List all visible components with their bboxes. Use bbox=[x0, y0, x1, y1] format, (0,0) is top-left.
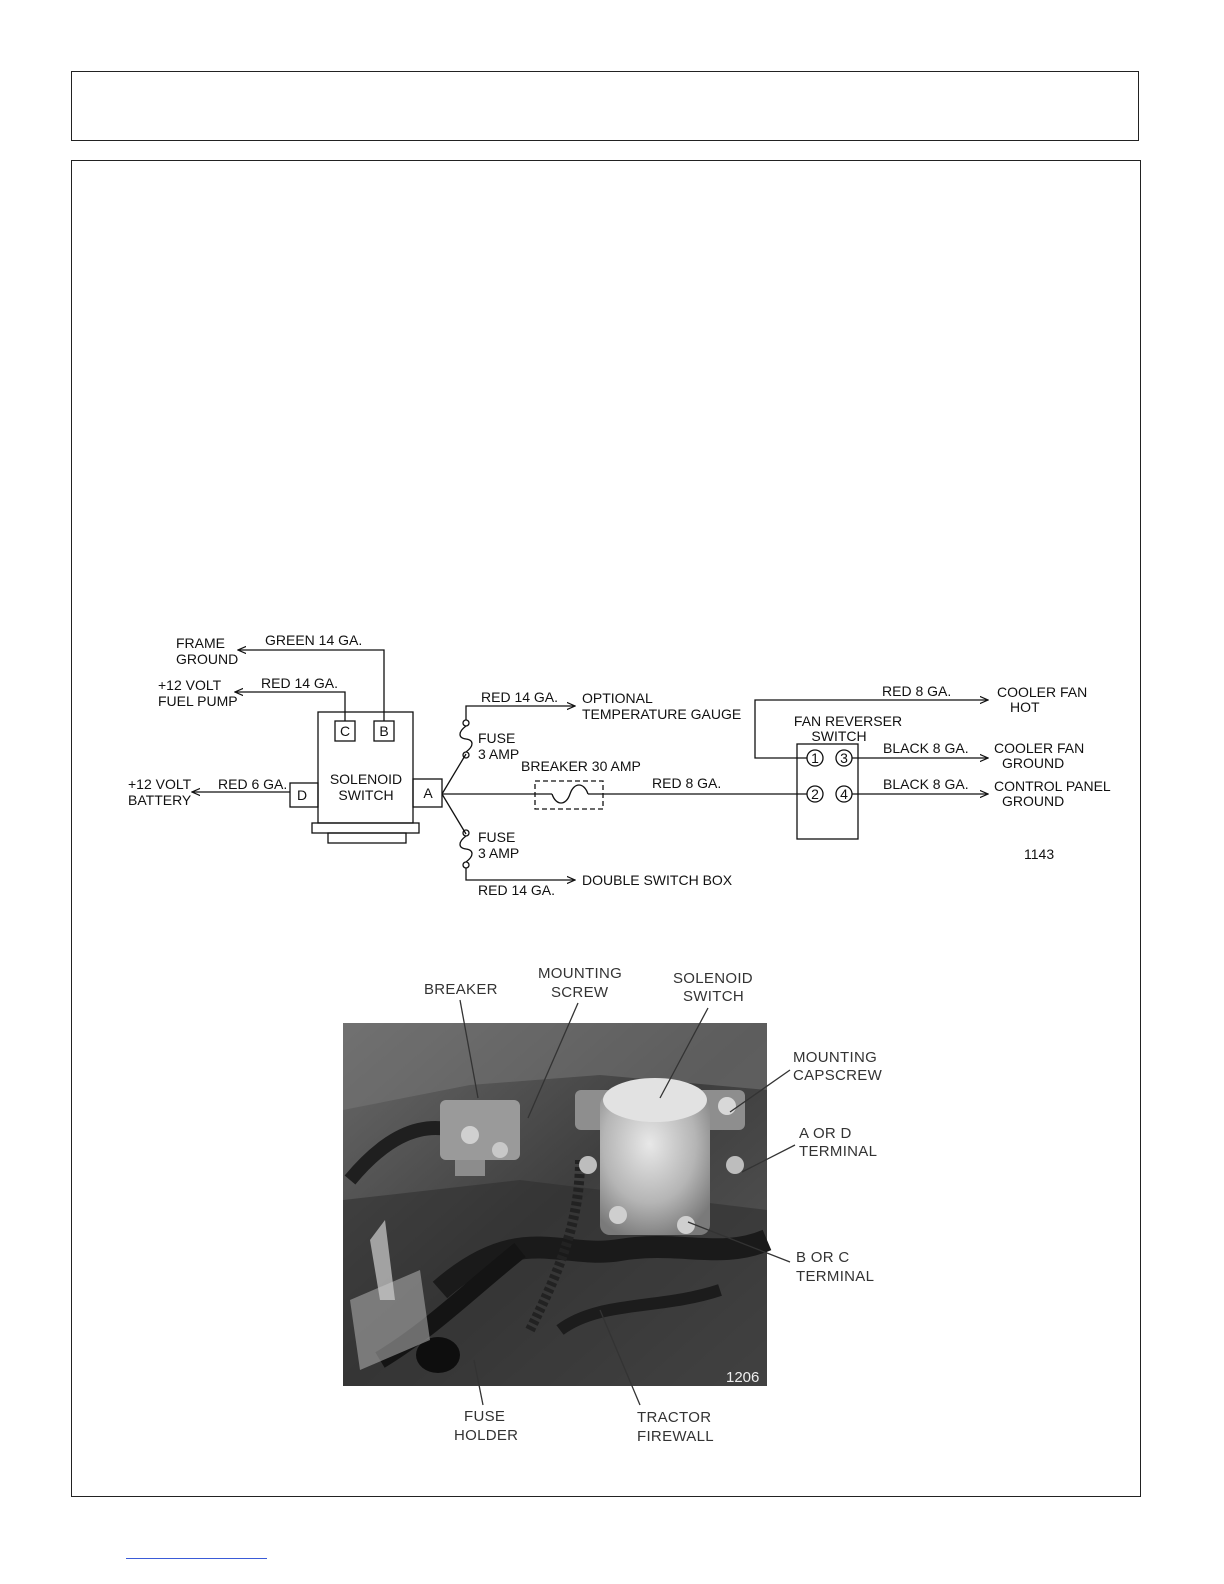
branch-upper bbox=[442, 754, 466, 794]
wire-red-8-hot-label: RED 8 GA. bbox=[882, 683, 952, 699]
wire-black-8-b-label: BLACK 8 GA. bbox=[883, 776, 969, 792]
photo-label-firewall-1: TRACTOR bbox=[637, 1409, 712, 1426]
photo-label-solenoid-1: SOLENOID bbox=[673, 970, 753, 987]
solenoid-foot bbox=[328, 833, 406, 843]
terminal-c-label: C bbox=[339, 723, 351, 739]
cooler-ground-label-2: GROUND bbox=[1002, 755, 1065, 771]
wire-green-14-label: GREEN 14 GA. bbox=[265, 632, 363, 648]
wire-red-14-gauge-label: RED 14 GA. bbox=[481, 689, 559, 705]
breaker-symbol bbox=[552, 785, 588, 803]
diagram-figure-number: 1143 bbox=[1024, 846, 1055, 862]
solenoid-label-2: SWITCH bbox=[338, 787, 394, 803]
photo-label-firewall-2: FIREWALL bbox=[637, 1428, 714, 1445]
wire-red-8-main-label: RED 8 GA. bbox=[652, 775, 722, 791]
branch-lower bbox=[442, 794, 466, 834]
photo-figure-number: 1206 bbox=[726, 1369, 760, 1386]
solenoid-body bbox=[318, 712, 413, 823]
lower-fuse-label-1: FUSE bbox=[478, 829, 516, 845]
installation-photo bbox=[343, 1023, 767, 1386]
photo-label-b-or-c-2: TERMINAL bbox=[796, 1268, 875, 1285]
temp-gauge-label-2: TEMPERATURE GAUGE bbox=[582, 706, 742, 722]
pin-4-label: 4 bbox=[840, 786, 848, 802]
wire-red-14-switchbox bbox=[466, 868, 575, 880]
frame-ground-label-2: GROUND bbox=[176, 651, 239, 667]
wire-red-14-gauge bbox=[466, 706, 575, 720]
wire-black-8-a-label: BLACK 8 GA. bbox=[883, 740, 969, 756]
photo-label-b-or-c-1: B OR C bbox=[796, 1249, 850, 1266]
wire-red-14-switchbox-label: RED 14 GA. bbox=[478, 882, 556, 898]
panel-ground-label-2: GROUND bbox=[1002, 793, 1065, 809]
pin-2-label: 2 bbox=[811, 786, 819, 802]
pin-3-label: 3 bbox=[840, 750, 848, 766]
photo-label-capscrew-1: MOUNTING bbox=[793, 1049, 878, 1066]
photo-label-a-or-d-2: TERMINAL bbox=[799, 1143, 878, 1160]
fuel-pump-label-1: +12 VOLT bbox=[158, 677, 222, 693]
terminal-a-label: A bbox=[423, 785, 433, 801]
frame-ground-label-1: FRAME bbox=[176, 635, 225, 651]
fan-reverser-label-1: FAN REVERSER bbox=[793, 713, 903, 729]
solenoid-label-1: SOLENOID bbox=[329, 771, 403, 787]
upper-fuse-symbol bbox=[460, 726, 472, 752]
photo-label-solenoid-2: SWITCH bbox=[683, 988, 744, 1005]
upper-fuse-dot-top bbox=[463, 720, 469, 726]
photo-label-fuse-holder-1: FUSE bbox=[464, 1408, 506, 1425]
terminal-d-label: D bbox=[296, 787, 308, 803]
double-switch-box-label: DOUBLE SWITCH BOX bbox=[582, 872, 733, 888]
photo-label-capscrew-2: CAPSCREW bbox=[793, 1067, 883, 1084]
photo-breaker bbox=[440, 1100, 520, 1160]
cooler-hot-label-2: HOT bbox=[1010, 699, 1040, 715]
fan-reverser-label-2: SWITCH bbox=[811, 728, 867, 744]
fuel-pump-label-2: FUEL PUMP bbox=[158, 693, 238, 709]
lower-fuse-label-2: 3 AMP bbox=[478, 845, 520, 861]
temp-gauge-label-1: OPTIONAL bbox=[582, 690, 653, 706]
battery-label-1: +12 VOLT bbox=[128, 776, 192, 792]
panel-ground-label-1: CONTROL PANEL bbox=[994, 778, 1111, 794]
breaker-label: BREAKER 30 AMP bbox=[521, 758, 641, 774]
photo-label-a-or-d-1: A OR D bbox=[799, 1125, 852, 1142]
wire-red-14-fuel-label: RED 14 GA. bbox=[261, 675, 339, 691]
wire-red-6-label: RED 6 GA. bbox=[218, 776, 288, 792]
cooler-ground-label-1: COOLER FAN bbox=[994, 740, 1085, 756]
cooler-hot-label-1: COOLER FAN bbox=[997, 684, 1088, 700]
lower-fuse-symbol bbox=[460, 836, 472, 862]
photo-label-fuse-holder-2: HOLDER bbox=[454, 1427, 519, 1444]
photo-label-mounting-screw-2: SCREW bbox=[551, 984, 609, 1001]
lower-fuse-dot-bottom bbox=[463, 862, 469, 868]
battery-label-2: BATTERY bbox=[128, 792, 192, 808]
wire-red-14-fuel bbox=[235, 692, 345, 721]
solenoid-base bbox=[312, 823, 419, 833]
pin-1-label: 1 bbox=[811, 750, 819, 766]
photo-label-breaker: BREAKER bbox=[424, 981, 498, 998]
photo-label-mounting-screw-1: MOUNTING bbox=[538, 965, 623, 982]
terminal-b-label: B bbox=[379, 723, 389, 739]
upper-fuse-label-2: 3 AMP bbox=[478, 746, 520, 762]
upper-fuse-label-1: FUSE bbox=[478, 730, 516, 746]
